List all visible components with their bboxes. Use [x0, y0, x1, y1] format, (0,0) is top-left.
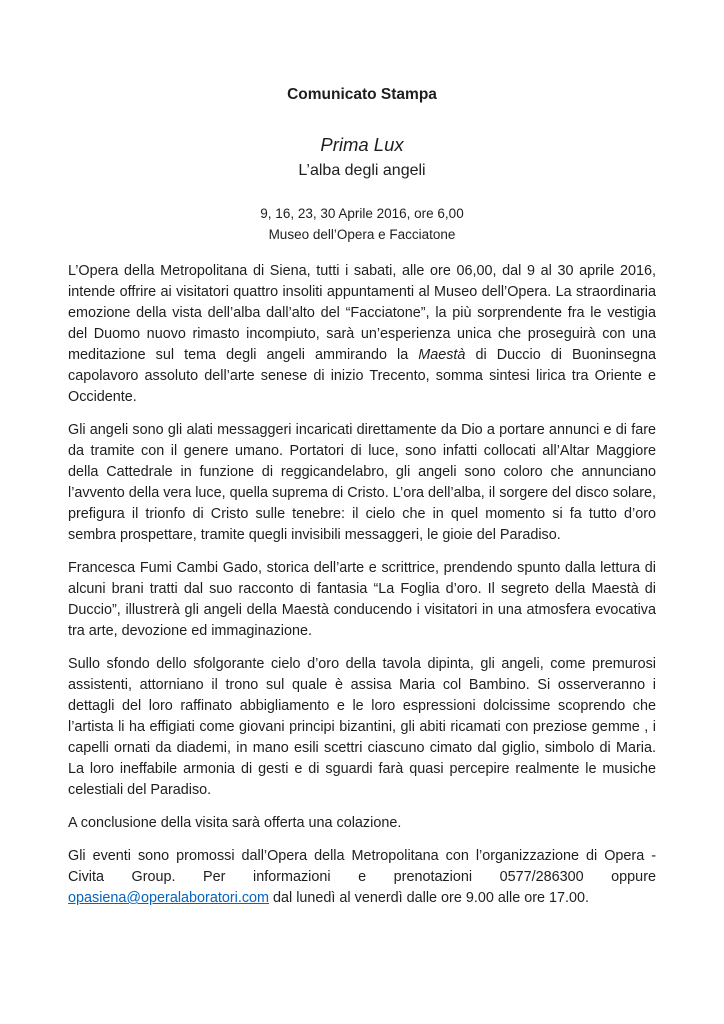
document-header: [68, 85, 656, 244]
body-paragraph-gold-sky: Sullo sfondo dello sfolgorante cielo d’oro della tavola dipinta, gli angeli, come premurosi assistenti, attorniano il trono sul quale è assisa Maria col Bambino. Si osserveranno i dettagli del loro raffinato abbigliamento e le loro espressioni dolcissime scoprendo che l’artista li ha effigiati come giovani principi bizantini, gli abiti ricamati con preziose gemme , i capelli ornati da diademi, in mano esili scettri ciascuno cimato dal giglio, simbolo di Maria. La loro ineffabile armonia di gesti e di sguardi farà quasi percepire realmente le musiche celestiali del Paradiso.: [68, 656, 656, 798]
paragraph-text: dal lunedì al venerdì dalle ore 9.00 alle ore 17.00.: [269, 890, 590, 906]
body-paragraph-angels: Gli angeli sono gli alati messaggeri incaricati direttamente da Dio a portare annunci e di fare da tramite con il genere umano. Portatori di luce, sono infatti collocati all’Altar Maggiore della Cattedrale in funzione di reggicandelabro, gli angeli sono coloro che annunciano l’avvento della vera luce, quella suprema di Cristo. L’ora dell’alba, il sorgere del disco solare, prefigura il trionfo di Cristo sulle tenebre: il cielo che in quel momento si fa tutto d’oro sembra prospettare, tramite quegli invisibili messaggeri, le gioie del Paradiso.: [68, 422, 656, 543]
event-dates: 9, 16, 23, 30 Aprile 2016, ore 6,00: [260, 206, 464, 221]
event-title: Prima Lux: [320, 134, 404, 155]
paragraph-text: L’Opera della Metropolitana di Siena, tutti i sabati, alle ore 06,00, dal 9 al 30 aprile 2016, intende offrire ai visitatori quattro insoliti appuntamenti al Museo dell’Opera. La straordinaria emozione della vista dell’alba dall’alto del “Facciatone”, la più sorprendente fra le vestigia del Duomo nuovo rimasto incompiuto, sarà un’esperienza unica che proseguirà con una meditazione sul tema degli angeli ammirando la: [68, 263, 656, 363]
paragraph-text: Gli eventi sono promossi dall’Opera della Metropolitana con l’organizzazione di Opera - Civita Group. Per informazioni e prenotazioni 0577/286300 oppure: [68, 848, 656, 885]
event-subtitle: L’alba degli angeli: [298, 162, 426, 179]
press-release-kicker: Comunicato Stampa: [287, 86, 437, 103]
event-venue: Museo dell’Opera e Facciatone: [268, 227, 456, 242]
document-body: [68, 261, 656, 909]
paragraph-text: di Duccio di Buoninsegna capolavoro assoluto dell’arte senese di inizio Trecento, somma sintesi lirica tra Oriente e Occidente.: [68, 347, 656, 405]
body-paragraph-info: [68, 846, 656, 909]
body-paragraph-francesca: Francesca Fumi Cambi Gado, storica dell’arte e scrittrice, prendendo spunto dalla lettura di alcuni brani tratti dal suo racconto di fantasia “La Foglia d’oro. Il segreto della Maestà di Duccio”, illustrerà gli angeli della Maestà conducendo i visitatori in una atmosfera evocativa tra arte, devozione ed immaginazione.: [68, 560, 656, 639]
artwork-title-maesta: Maestà: [418, 347, 466, 363]
body-paragraph-colazione: A conclusione della visita sarà offerta una colazione.: [68, 815, 402, 831]
email-link[interactable]: opasiena@operalaboratori.com: [68, 890, 270, 906]
body-paragraph-intro: [68, 261, 656, 408]
